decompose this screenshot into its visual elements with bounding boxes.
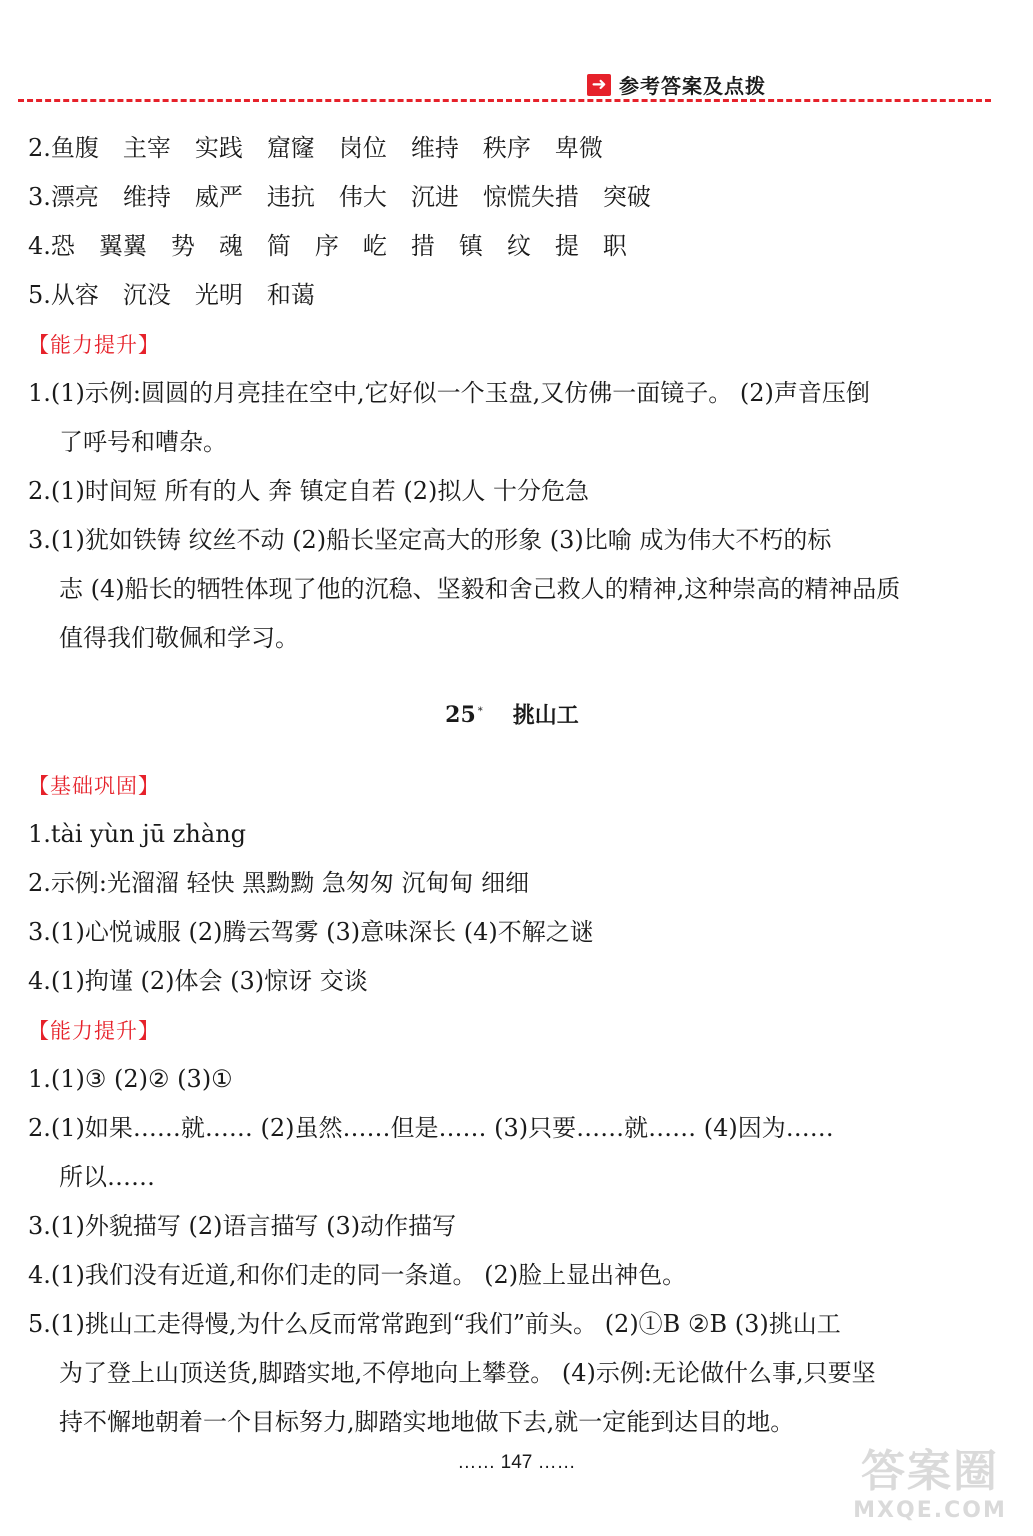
answer-word: 提 (554, 232, 579, 260)
lesson-title (28, 663, 978, 761)
watermark-logo (845, 1446, 1015, 1523)
section-heading-basic (28, 761, 978, 810)
answer-word: 屹 (362, 232, 387, 260)
answer-content (28, 124, 978, 1447)
item-number: 4. (28, 232, 51, 260)
lesson-name: 挑山工 (512, 702, 579, 729)
item-number: 2. (28, 134, 51, 162)
answer-line: 3.(1)心悦诚服 (2)腾云驾雾 (3)意味深长 (4)不解之谜 (28, 918, 594, 946)
header-title: 参考答案及点拨 (619, 74, 766, 98)
section-heading-ability (28, 320, 978, 369)
answer-word: 卑微 (554, 134, 603, 162)
answer-word: 惊慌失措 (482, 183, 579, 211)
answer-word: 伟大 (338, 183, 387, 211)
answer-line: 4.(1)我们没有近道,和你们走的同一条道。 (2)脸上显出神色。 (28, 1261, 687, 1289)
answer-word: 镇 (458, 232, 483, 260)
header-banner (587, 70, 766, 99)
answer-line: 了呼号和嘈杂。 (59, 428, 227, 456)
section-tag: 【能力提升】 (28, 333, 160, 357)
answer-word: 职 (602, 232, 627, 260)
answer-line: 为了登上山顶送货,脚踏实地,不停地向上攀登。 (4)示例:无论做什么事,只要坚 (59, 1359, 876, 1387)
answer-word: 翼翼 (98, 232, 147, 260)
answer-word: 序 (314, 232, 339, 260)
answer-word: 和蔼 (266, 281, 315, 309)
answer-line: 持不懈地朝着一个目标努力,脚踏实地地做下去,就一定能到达目的地。 (59, 1408, 795, 1436)
section-heading-ability (28, 1006, 978, 1055)
arrow-right-icon: ➜ (587, 74, 611, 96)
answer-word: 维持 (410, 134, 459, 162)
answer-word: 沉进 (410, 183, 459, 211)
answer-line: 1.(1)③ (2)② (3)① (28, 1065, 233, 1093)
answer-word: 光明 (194, 281, 243, 309)
answer-line: 3.(1)犹如铁铸 纹丝不动 (2)船长坚定高大的形象 (3)比喻 成为伟大不朽的标 (28, 526, 832, 554)
answer-word: 沉没 (122, 281, 171, 309)
lesson-number: 25 * (445, 702, 483, 729)
answer-word: 违抗 (266, 183, 315, 211)
watermark-url: MXQE.COM (853, 1498, 1007, 1523)
page-header (0, 0, 1033, 110)
item-number: 5. (28, 281, 51, 309)
answer-word: 鱼腹 (50, 134, 99, 162)
answer-line: 2.示例:光溜溜 轻快 黑黝黝 急匆匆 沉甸甸 细细 (28, 869, 530, 897)
answer-word: 势 (170, 232, 195, 260)
header-divider (18, 99, 991, 102)
answer-word: 漂亮 (50, 183, 99, 211)
answer-word: 威严 (194, 183, 243, 211)
item-number: 3. (28, 183, 51, 211)
answer-line (28, 271, 978, 320)
answer-line: 4.(1)拘谨 (2)体会 (3)惊讶 交谈 (28, 967, 368, 995)
answer-line: 1.(1)示例:圆圆的月亮挂在空中,它好似一个玉盘,又仿佛一面镜子。 (2)声音压倒 (28, 379, 870, 407)
answer-line: 5.(1)挑山工走得慢,为什么反而常常跑到“我们”前头。 (2)①B ②B (3)挑山工 (28, 1310, 841, 1338)
answer-line: 所以…… (59, 1163, 155, 1191)
answer-word: 简 (266, 232, 291, 260)
answer-word: 突破 (602, 183, 651, 211)
answer-line: 志 (4)船长的牺牲体现了他的沉稳、坚毅和舍己救人的精神,这种崇高的精神品质 (59, 575, 901, 603)
answer-line (28, 124, 978, 173)
lesson-mark: * (477, 706, 483, 717)
answer-word: 秩序 (482, 134, 531, 162)
watermark-text: 答案圈 (861, 1446, 999, 1497)
answer-line: 2.(1)如果……就…… (2)虽然……但是…… (3)只要……就…… (4)因为…… (28, 1114, 834, 1142)
answer-line (28, 222, 978, 271)
answer-line: 3.(1)外貌描写 (2)语言描写 (3)动作描写 (28, 1212, 457, 1240)
answer-word: 纹 (506, 232, 531, 260)
answer-line: 2.(1)时间短 所有的人 奔 镇定自若 (2)拟人 十分危急 (28, 477, 590, 505)
answer-word: 恐 (50, 232, 75, 260)
answer-line (28, 173, 978, 222)
answer-line: 1.tài yùn jū zhàng (28, 820, 247, 848)
section-tag: 【基础巩固】 (28, 774, 160, 798)
section-tag: 【能力提升】 (28, 1019, 160, 1043)
answer-word: 窟窿 (266, 134, 315, 162)
page-number: …… 147 …… (457, 1452, 576, 1473)
answer-word: 从容 (50, 281, 99, 309)
answer-line: 值得我们敬佩和学习。 (59, 624, 299, 652)
answer-word: 维持 (122, 183, 171, 211)
answer-word: 岗位 (338, 134, 387, 162)
answer-word: 主宰 (122, 134, 171, 162)
answer-word: 实践 (194, 134, 243, 162)
answer-word: 魂 (218, 232, 243, 260)
answer-word: 措 (410, 232, 435, 260)
